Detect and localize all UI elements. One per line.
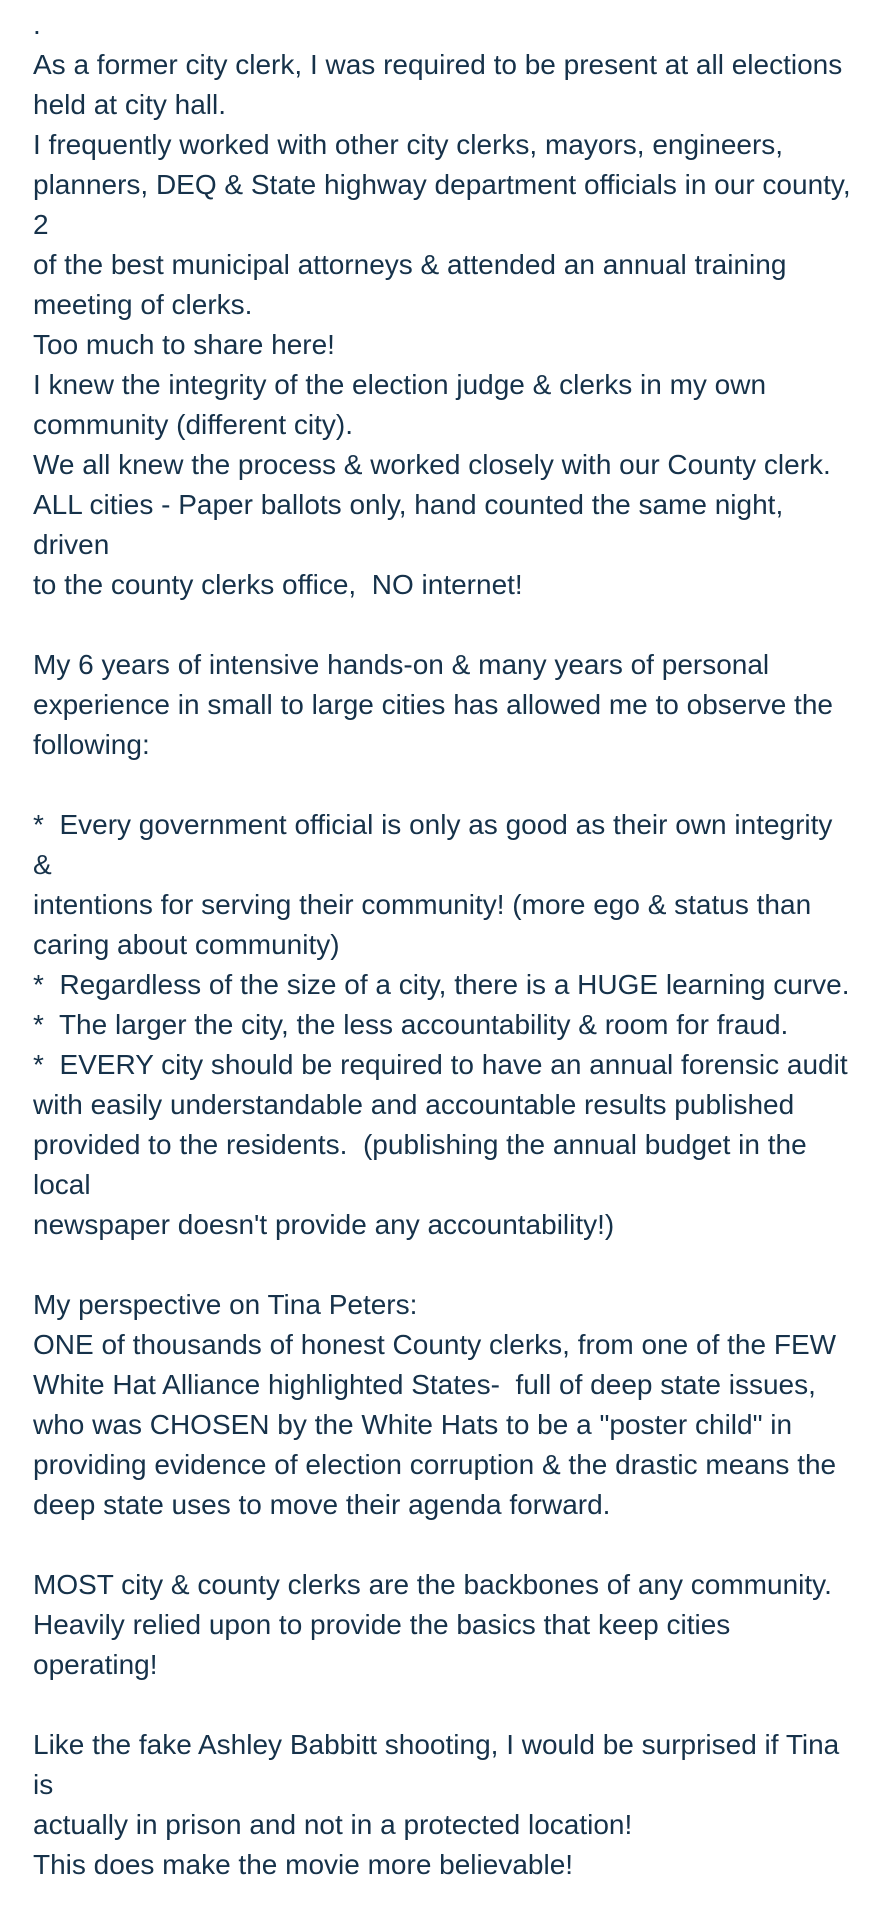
text-line: White Hat Alliance highlighted States- full of deep state issues,: [33, 1369, 816, 1400]
text-line: community (different city).: [33, 409, 354, 440]
text-line: Too much to share here!: [33, 329, 335, 360]
text-line: My perspective on Tina Peters:: [33, 1289, 418, 1320]
text-line: As a former city clerk, I was required to be present at all elections: [33, 49, 843, 80]
text-line: Heavily relied upon to provide the basics that keep cities operating!: [33, 1609, 739, 1680]
paragraph: [33, 1285, 856, 1525]
text-line: I frequently worked with other city clerks, mayors, engineers,: [33, 129, 784, 160]
text-line: I knew the integrity of the election judge & clerks in my own: [33, 369, 767, 400]
text-line: deep state uses to move their agenda forward.: [33, 1489, 611, 1520]
text-line: experience in small to large cities has allowed me to observe the: [33, 689, 833, 720]
text-line: provided to the residents. (publishing the annual budget in the local: [33, 1129, 815, 1200]
paragraph: [33, 1565, 856, 1685]
text-line: * The larger the city, the less accountability & room for fraud.: [33, 1009, 789, 1040]
text-line: Like the fake Ashley Babbitt shooting, I would be surprised if Tina is: [33, 1729, 848, 1800]
text-line: providing evidence of election corruption & the drastic means the: [33, 1449, 837, 1480]
text-line: meeting of clerks.: [33, 289, 253, 320]
text-line: intentions for serving their community! (more ego & status than: [33, 889, 812, 920]
text-line: following:: [33, 729, 150, 760]
text-line: MOST city & county clerks are the backbones of any community.: [33, 1569, 832, 1600]
paragraph: [33, 645, 856, 765]
text-line: * Regardless of the size of a city, there is a HUGE learning curve.: [33, 969, 850, 1000]
text-line: caring about community): [33, 929, 340, 960]
text-line: We all knew the process & worked closely with our County clerk.: [33, 449, 831, 480]
text-line: of the best municipal attorneys & attended an annual training: [33, 249, 787, 280]
text-line: actually in prison and not in a protected location!: [33, 1809, 633, 1840]
text-line: ONE of thousands of honest County clerks, from one of the FEW: [33, 1329, 837, 1360]
text-line: who was CHOSEN by the White Hats to be a "poster child" in: [33, 1409, 793, 1440]
text-line: My 6 years of intensive hands-on & many years of personal: [33, 649, 770, 680]
text-line: ALL cities - Paper ballots only, hand counted the same night, driven: [33, 489, 792, 560]
paragraph: [33, 5, 859, 605]
text-line: held at city hall.: [33, 89, 226, 120]
paragraph: [33, 1725, 856, 1885]
text-line: This does make the movie more believable!: [33, 1849, 574, 1880]
text-line: to the county clerks office, NO internet!: [33, 569, 523, 600]
text-line: with easily understandable and accountable results published: [33, 1089, 795, 1120]
text-line: newspaper doesn't provide any accountability!): [33, 1209, 615, 1240]
text-line: * Every government official is only as good as their own integrity &: [33, 809, 841, 880]
paragraph: [33, 805, 856, 1245]
text-line: * EVERY city should be required to have an annual forensic audit: [33, 1049, 848, 1080]
text-line: .: [33, 9, 41, 40]
text-line: planners, DEQ & State highway department officials in our county, 2: [33, 169, 859, 240]
